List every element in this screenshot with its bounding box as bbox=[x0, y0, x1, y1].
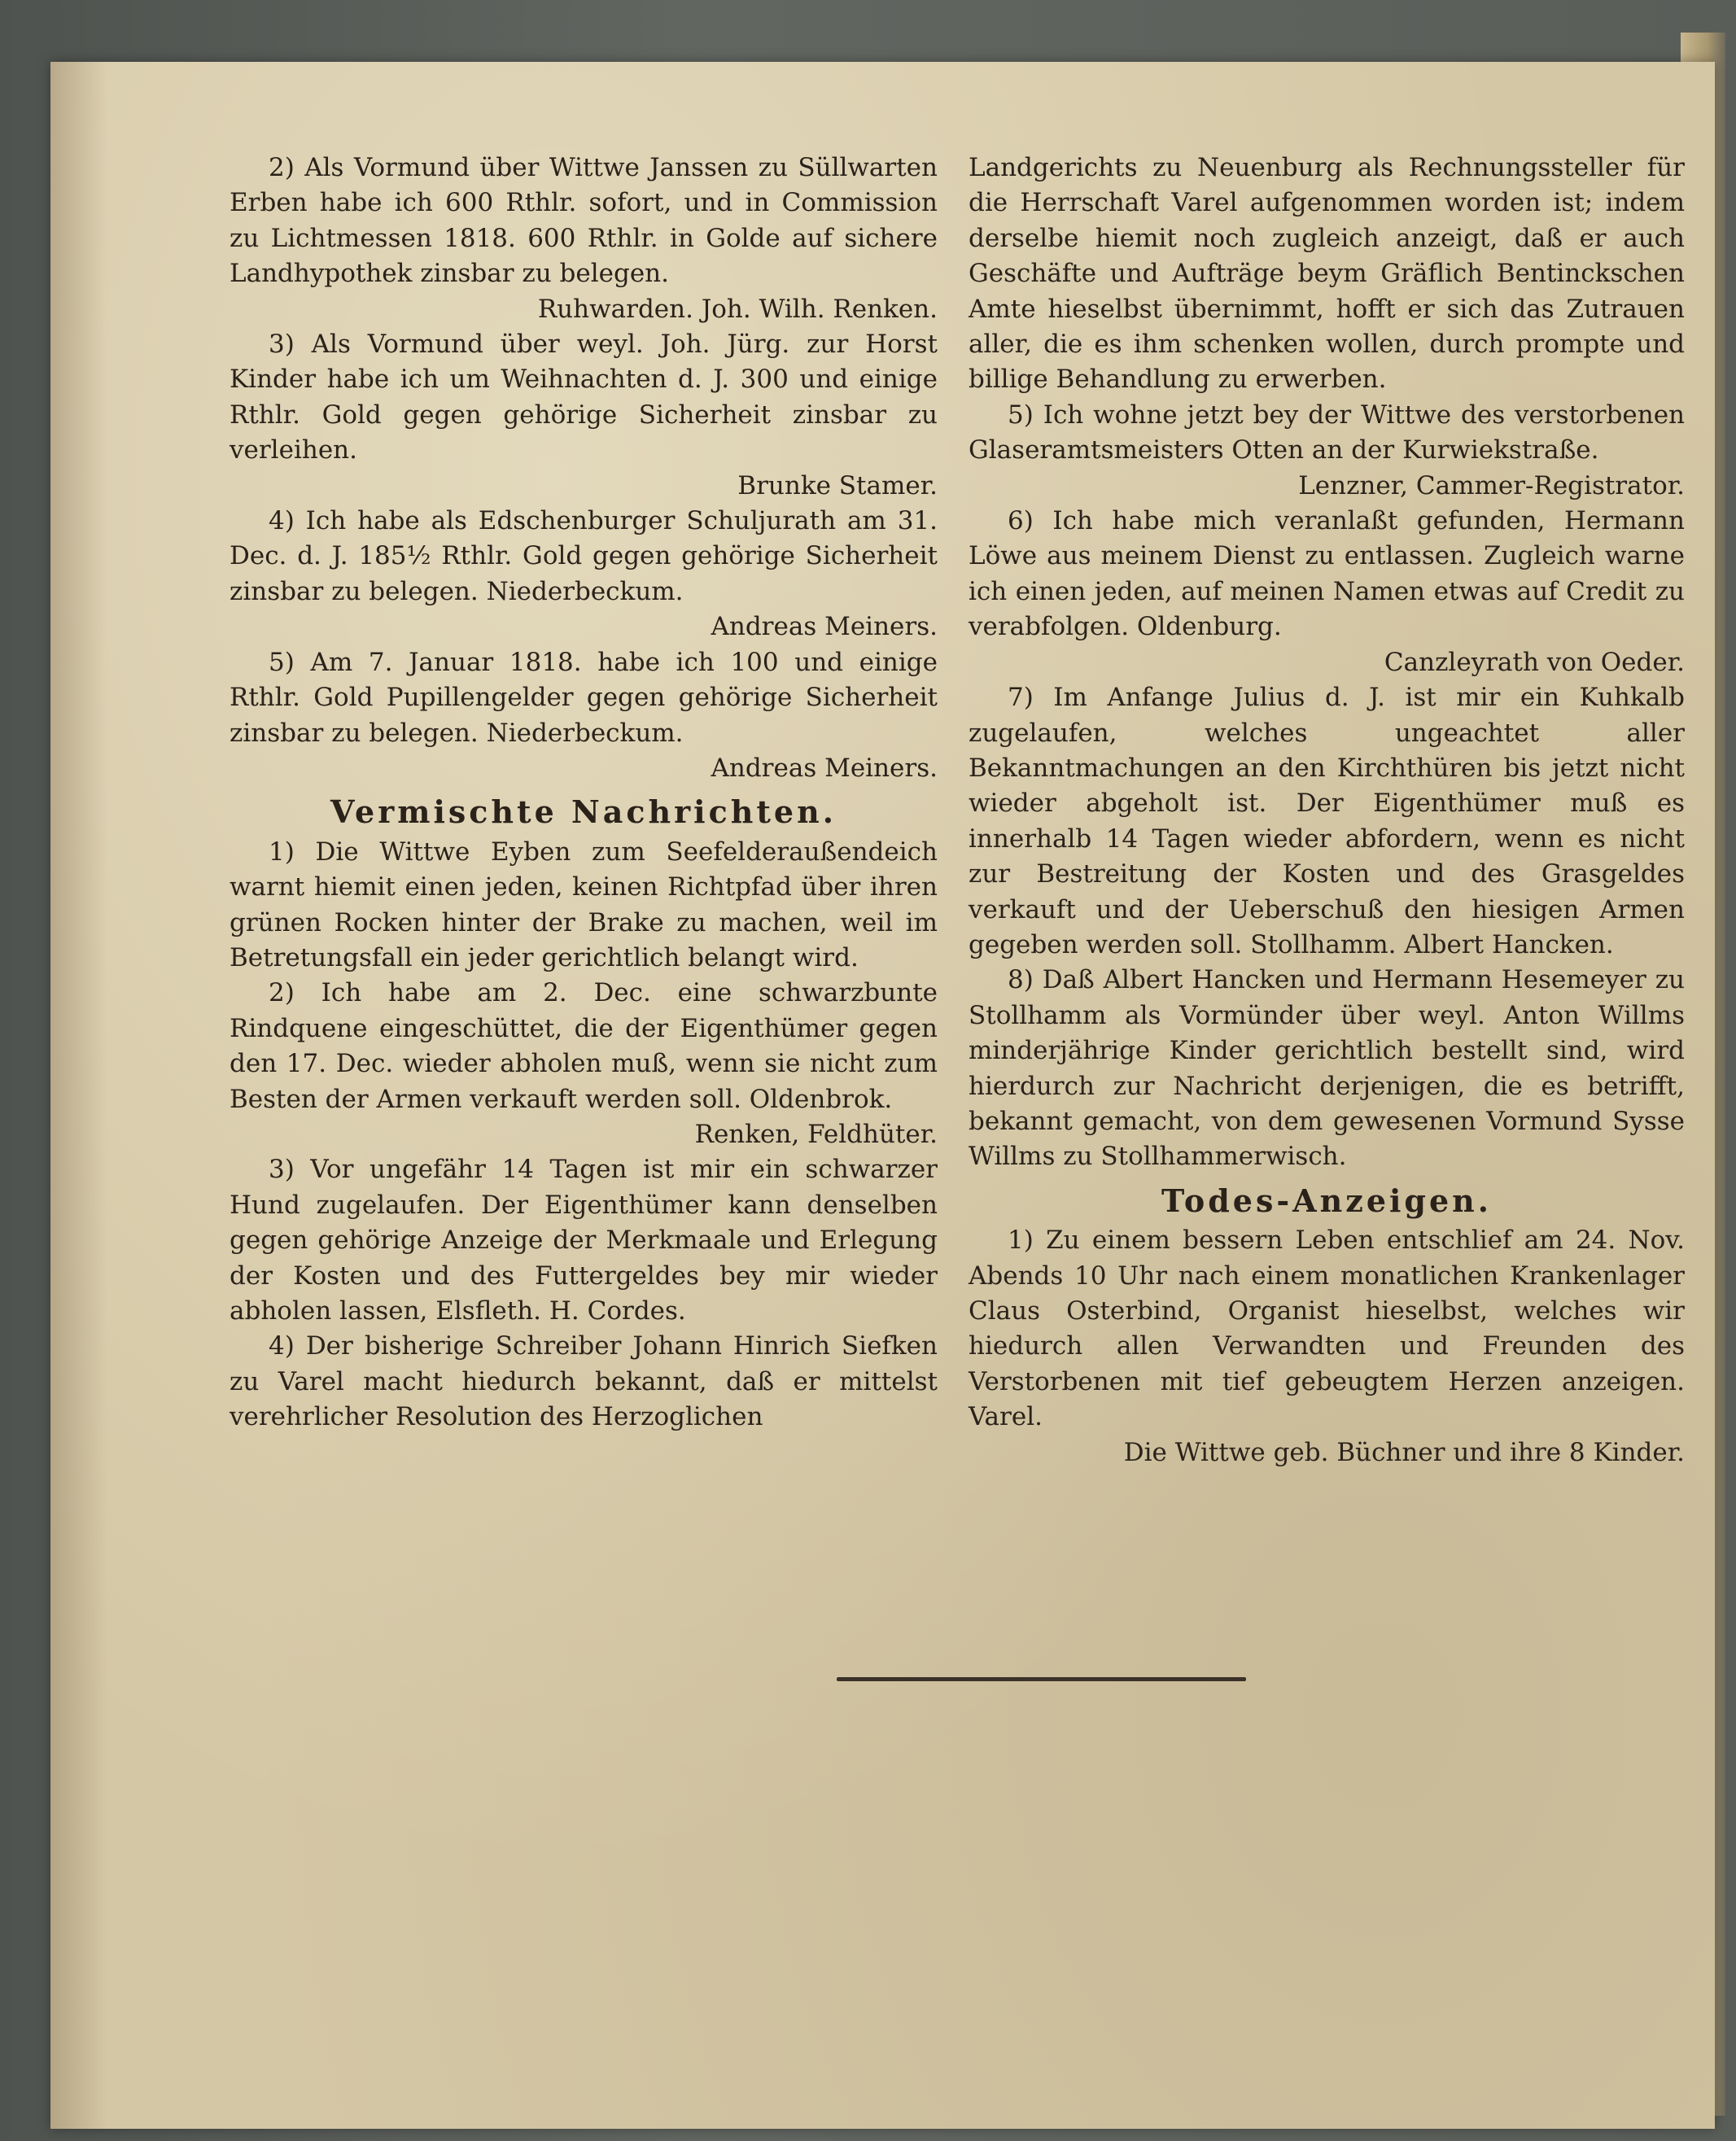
notice-paragraph: 3) Vor ungefähr 14 Tagen ist mir ein schwarzer Hund zugelaufen. Der Eigenthümer kann denselben gegen gehörige Anzeige der Merkmaale und Erlegung der Kosten und des Futtergeldes bey mir wieder abholen lassen, Elsfleth. H. Cordes. bbox=[230, 1155, 938, 1326]
notice-paragraph: 1) Zu einem bessern Leben entschlief am 24. Nov. Abends 10 Uhr nach einem monatlichen Krankenlager Claus Osterbind, Organist hieselbst, welches wir hiedurch allen Verwandten und Freunden des Verstorbenen mit tief gebeugtem Herzen anzeigen. Varel. bbox=[969, 1226, 1685, 1432]
notice-paragraph: 6) Ich habe mich veranlaßt gefunden, Hermann Löwe aus meinem Dienst zu entlassen. Zugleich warne ich einen jeden, auf meinen Namen etwas auf Credit zu verabfolgen. Oldenburg. bbox=[969, 506, 1685, 642]
notice-paragraph: Landgerichts zu Neuenburg als Rechnungssteller für die Herrschaft Varel aufgenommen worden ist; indem derselbe hiemit noch zugleich anzeigt, daß er auch Geschäfte und Aufträge beym Gräflich Bentinckschen Amte hieselbst übernimmt, hofft er sich das Zutrauen aller, die es ihm schenken wollen, durch prompte und billige Behandlung zu erwerben. bbox=[969, 153, 1685, 395]
notice-signature: Brunke Stamer. bbox=[737, 470, 938, 500]
notice-signature: Renken, Feldhüter. bbox=[694, 1119, 938, 1149]
notice-signature: Lenzner, Cammer-Registrator. bbox=[1298, 470, 1685, 500]
section-heading-death-notices: Todes-Anzeigen. bbox=[1161, 1182, 1493, 1219]
notice-paragraph: 4) Ich habe als Edschenburger Schuljurath am 31. Dec. d. J. 185½ Rthlr. Gold gegen gehörige Sicherheit zinsbar zu belegen. Niederbeckum. bbox=[230, 506, 938, 606]
notice-signature: Ruhwarden. Joh. Wilh. Renken. bbox=[537, 294, 938, 324]
left-column bbox=[230, 151, 938, 1435]
notice-signature: Andreas Meiners. bbox=[711, 753, 938, 783]
notice-signature: Die Wittwe geb. Büchner und ihre 8 Kinder. bbox=[1123, 1437, 1685, 1467]
notice-paragraph: 5) Ich wohne jetzt bey der Wittwe des verstorbenen Glaseramtsmeisters Otten an der Kurwiekstraße. bbox=[969, 400, 1685, 465]
notice-signature: Andreas Meiners. bbox=[711, 612, 938, 642]
page-gutter-shadow bbox=[50, 62, 107, 2129]
notice-signature: Canzleyrath von Oeder. bbox=[1384, 647, 1685, 677]
section-heading-miscellaneous: Vermischte Nachrichten. bbox=[330, 793, 837, 831]
notice-paragraph: 1) Die Wittwe Eyben zum Seefelderaußendeich warnt hiemit einen jeden, keinen Richtpfad über ihren grünen Rocken hinter der Brake zu machen, weil im Betretungsfall ein jeder gerichtlich belangt wird. bbox=[230, 837, 938, 972]
notice-paragraph: 5) Am 7. Januar 1818. habe ich 100 und einige Rthlr. Gold Pupillengelder gegen gehörige Sicherheit zinsbar zu belegen. Niederbeckum. bbox=[230, 647, 938, 748]
right-column bbox=[969, 151, 1685, 1470]
notice-paragraph: 2) Ich habe am 2. Dec. eine schwarzbunte Rindquene eingeschüttet, die der Eigenthümer gegen den 17. Dec. wieder abholen muß, wenn sie nicht zum Besten der Armen verkauft werden soll. Oldenbrok. bbox=[230, 978, 938, 1114]
notice-paragraph: 4) Der bisherige Schreiber Johann Hinrich Siefken zu Varel macht hiedurch bekannt, daß er mittelst verehrlicher Resolution des Herzoglichen bbox=[230, 1331, 938, 1432]
notice-paragraph: 3) Als Vormund über weyl. Joh. Jürg. zur Horst Kinder habe ich um Weihnachten d. J. 300 und einige Rthlr. Gold gegen gehörige Sicherheit zinsbar zu verleihen. bbox=[230, 330, 938, 465]
notice-paragraph: 8) Daß Albert Hancken und Hermann Hesemeyer zu Stollhamm als Vormünder über weyl. Anton Willms minderjährige Kinder gerichtlich bestellt sind, wird hierdurch zur Nachricht derjenigen, die es betrifft, bekannt gemacht, von dem gewesenen Vormund Sysse Willms zu Stollhammerwisch. bbox=[969, 965, 1685, 1172]
notice-paragraph: 2) Als Vormund über Wittwe Janssen zu Süllwarten Erben habe ich 600 Rthlr. sofort, und in Commission zu Lichtmessen 1818. 600 Rthlr. in Golde auf sichere Landhypothek zinsbar zu belegen. bbox=[230, 153, 938, 289]
closing-rule bbox=[837, 1677, 1246, 1681]
notice-paragraph: 7) Im Anfange Julius d. J. ist mir ein Kuhkalb zugelaufen, welches ungeachtet aller Bekanntmachungen an den Kirchthüren bis jetzt nicht wieder abgeholt ist. Der Eigenthümer muß es innerhalb 14 Tagen wieder abfordern, wenn es nicht zur Bestreitung der Kosten und des Grasgeldes verkauft und der Ueberschuß den hiesigen Armen gegeben werden soll. Stollhamm. Albert Hancken. bbox=[969, 683, 1685, 959]
